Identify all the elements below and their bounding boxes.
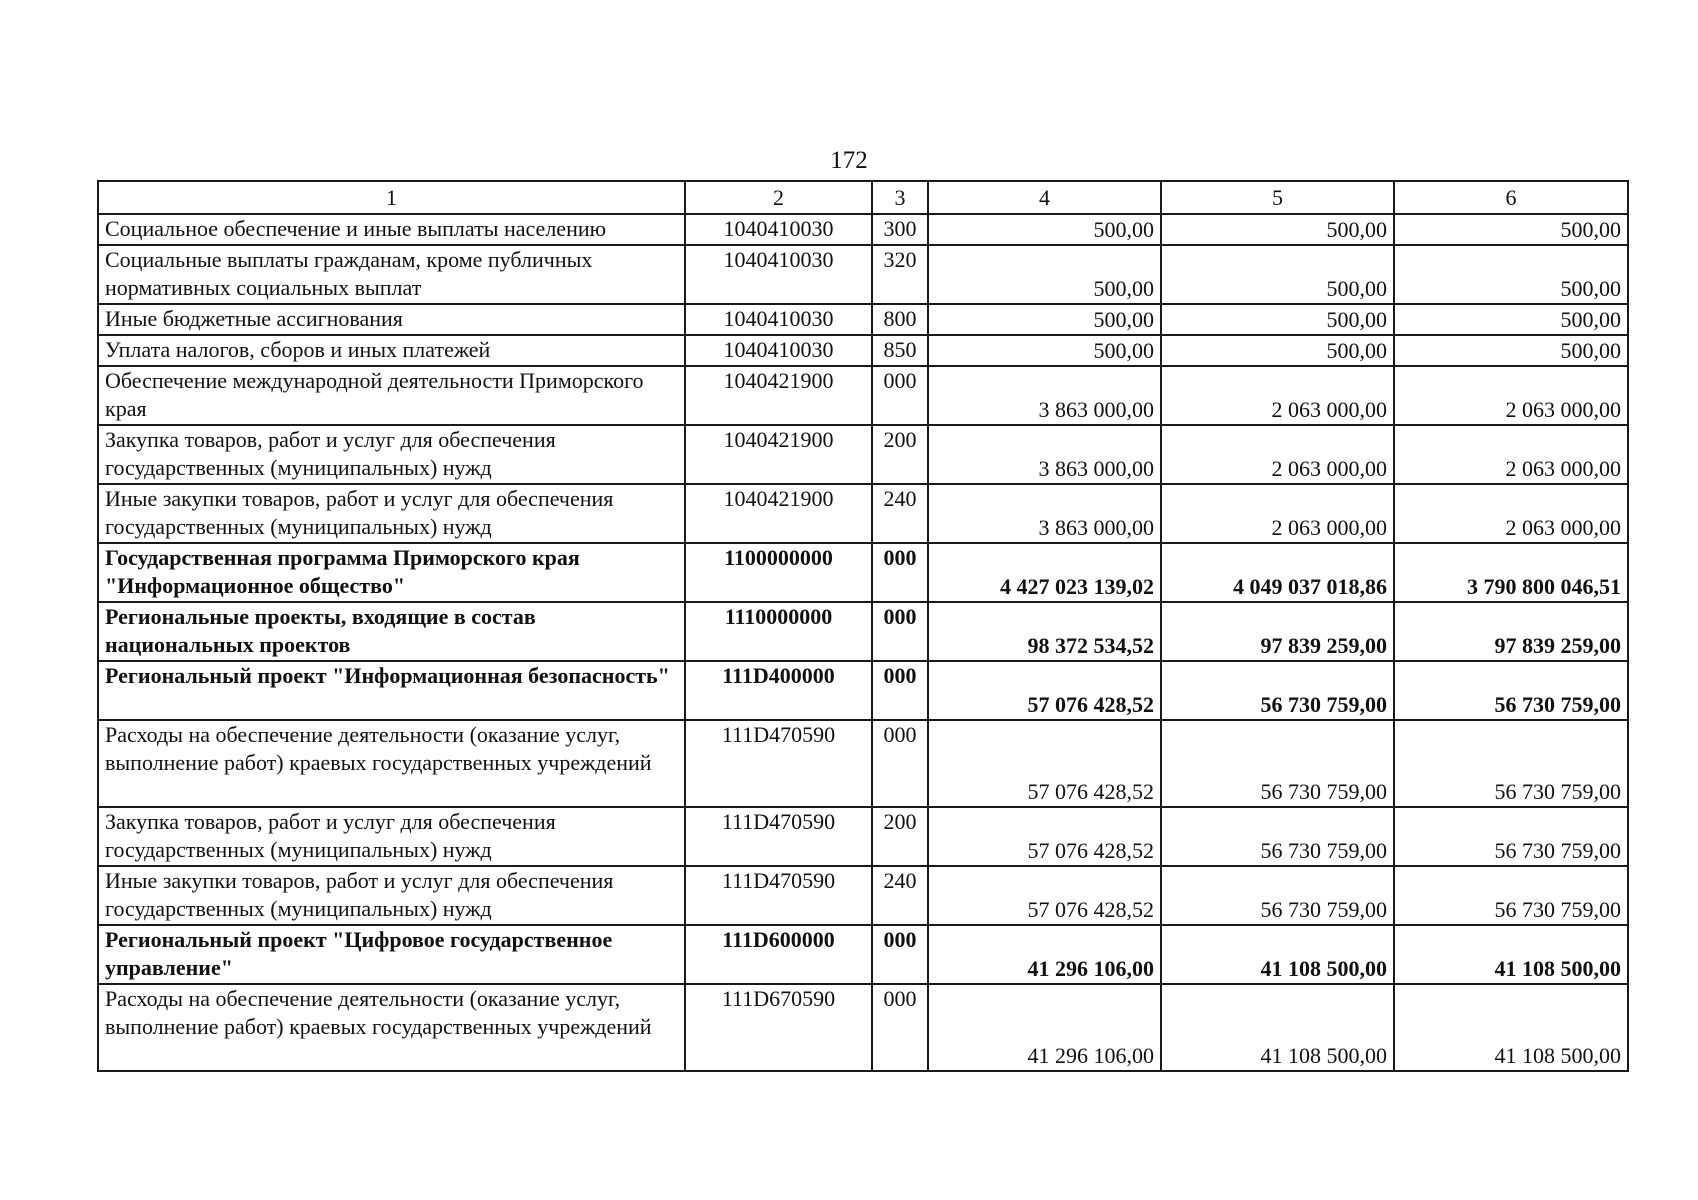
row-code-cell: 1040421900: [685, 366, 872, 425]
row-name-cell: Обеспечение международной деятельности Приморского края: [98, 366, 685, 425]
table-row: [98, 984, 1628, 1071]
row-value-col5-cell: 56 730 759,00: [1161, 866, 1394, 925]
row-name-cell: Социальные выплаты гражданам, кроме публичных нормативных социальных выплат: [98, 245, 685, 304]
row-value-col5-cell: 500,00: [1161, 214, 1394, 245]
row-type-cell: 320: [872, 245, 928, 304]
column-header: 4: [928, 181, 1161, 214]
row-name-cell: Региональный проект "Информационная безопасность": [98, 661, 685, 720]
row-name-cell: Иные закупки товаров, работ и услуг для обеспечения государственных (муниципальных) нужд: [98, 866, 685, 925]
row-value-col6-cell: 500,00: [1394, 245, 1628, 304]
row-value-col5-cell: 500,00: [1161, 245, 1394, 304]
row-name-cell: Закупка товаров, работ и услуг для обеспечения государственных (муниципальных) нужд: [98, 425, 685, 484]
row-value-col6-cell: 500,00: [1394, 335, 1628, 366]
column-header: 2: [685, 181, 872, 214]
row-code-cell: 1040410030: [685, 335, 872, 366]
row-code-cell: 111D600000: [685, 925, 872, 984]
row-type-cell: 800: [872, 304, 928, 335]
row-type-cell: 000: [872, 984, 928, 1071]
row-type-cell: 240: [872, 866, 928, 925]
row-code-cell: 1040410030: [685, 245, 872, 304]
row-value-col6-cell: 41 108 500,00: [1394, 925, 1628, 984]
table-row: [98, 661, 1628, 720]
row-value-col5-cell: 500,00: [1161, 304, 1394, 335]
budget-table: [97, 180, 1629, 1072]
row-value-col6-cell: 2 063 000,00: [1394, 366, 1628, 425]
row-value-col6-cell: 2 063 000,00: [1394, 484, 1628, 543]
row-value-col6-cell: 41 108 500,00: [1394, 984, 1628, 1071]
table-row: [98, 214, 1628, 245]
row-name-cell: Государственная программа Приморского края "Информационное общество": [98, 543, 685, 602]
row-type-cell: 200: [872, 425, 928, 484]
row-type-cell: 000: [872, 925, 928, 984]
row-value-col4-cell: 98 372 534,52: [928, 602, 1161, 661]
row-code-cell: 1040410030: [685, 214, 872, 245]
column-header: 3: [872, 181, 928, 214]
row-value-col5-cell: 41 108 500,00: [1161, 984, 1394, 1071]
table-row: [98, 366, 1628, 425]
column-header: 5: [1161, 181, 1394, 214]
row-value-col5-cell: 2 063 000,00: [1161, 366, 1394, 425]
row-code-cell: 1040421900: [685, 484, 872, 543]
row-name-cell: Социальное обеспечение и иные выплаты населению: [98, 214, 685, 245]
header-row: [98, 181, 1628, 214]
table-row: [98, 335, 1628, 366]
row-value-col4-cell: 57 076 428,52: [928, 807, 1161, 866]
row-name-cell: Региональные проекты, входящие в состав национальных проектов: [98, 602, 685, 661]
row-type-cell: 300: [872, 214, 928, 245]
row-value-col4-cell: 3 863 000,00: [928, 484, 1161, 543]
row-name-cell: Расходы на обеспечение деятельности (оказание услуг, выполнение работ) краевых государственных учреждений: [98, 984, 685, 1071]
row-value-col5-cell: 56 730 759,00: [1161, 661, 1394, 720]
row-value-col4-cell: 57 076 428,52: [928, 866, 1161, 925]
row-name-cell: Закупка товаров, работ и услуг для обеспечения государственных (муниципальных) нужд: [98, 807, 685, 866]
row-name-cell: Уплата налогов, сборов и иных платежей: [98, 335, 685, 366]
row-value-col4-cell: 3 863 000,00: [928, 425, 1161, 484]
row-value-col6-cell: 97 839 259,00: [1394, 602, 1628, 661]
table-row: [98, 245, 1628, 304]
row-code-cell: 111D400000: [685, 661, 872, 720]
page-number: 172: [830, 147, 868, 174]
row-type-cell: 000: [872, 661, 928, 720]
row-type-cell: 000: [872, 602, 928, 661]
row-name-cell: Расходы на обеспечение деятельности (оказание услуг, выполнение работ) краевых государственных учреждений: [98, 720, 685, 807]
row-value-col5-cell: 41 108 500,00: [1161, 925, 1394, 984]
row-value-col4-cell: 500,00: [928, 245, 1161, 304]
row-value-col4-cell: 4 427 023 139,02: [928, 543, 1161, 602]
row-code-cell: 1040421900: [685, 425, 872, 484]
table-row: [98, 925, 1628, 984]
row-value-col4-cell: 57 076 428,52: [928, 661, 1161, 720]
row-code-cell: 1110000000: [685, 602, 872, 661]
row-value-col5-cell: 97 839 259,00: [1161, 602, 1394, 661]
row-value-col5-cell: 56 730 759,00: [1161, 807, 1394, 866]
column-header: 1: [98, 181, 685, 214]
row-value-col4-cell: 500,00: [928, 304, 1161, 335]
row-code-cell: 111D470590: [685, 866, 872, 925]
row-type-cell: 200: [872, 807, 928, 866]
row-code-cell: 1100000000: [685, 543, 872, 602]
row-value-col5-cell: 2 063 000,00: [1161, 484, 1394, 543]
row-value-col5-cell: 2 063 000,00: [1161, 425, 1394, 484]
row-value-col6-cell: 2 063 000,00: [1394, 425, 1628, 484]
table-row: [98, 425, 1628, 484]
row-value-col6-cell: 500,00: [1394, 304, 1628, 335]
table-row: [98, 807, 1628, 866]
row-name-cell: Региональный проект "Цифровое государственное управление": [98, 925, 685, 984]
table-row: [98, 720, 1628, 807]
row-code-cell: 111D470590: [685, 807, 872, 866]
row-code-cell: 111D670590: [685, 984, 872, 1071]
row-value-col4-cell: 500,00: [928, 335, 1161, 366]
row-type-cell: 240: [872, 484, 928, 543]
row-value-col4-cell: 500,00: [928, 214, 1161, 245]
row-value-col6-cell: 56 730 759,00: [1394, 807, 1628, 866]
row-code-cell: 111D470590: [685, 720, 872, 807]
column-header: 6: [1394, 181, 1628, 214]
row-value-col5-cell: 500,00: [1161, 335, 1394, 366]
row-value-col6-cell: 56 730 759,00: [1394, 720, 1628, 807]
row-value-col6-cell: 56 730 759,00: [1394, 661, 1628, 720]
row-value-col6-cell: 500,00: [1394, 214, 1628, 245]
table-row: [98, 866, 1628, 925]
row-type-cell: 000: [872, 543, 928, 602]
row-value-col5-cell: 56 730 759,00: [1161, 720, 1394, 807]
table-row: [98, 304, 1628, 335]
row-value-col4-cell: 57 076 428,52: [928, 720, 1161, 807]
table-row: [98, 602, 1628, 661]
row-name-cell: Иные бюджетные ассигнования: [98, 304, 685, 335]
row-type-cell: 000: [872, 720, 928, 807]
table-row: [98, 484, 1628, 543]
row-value-col4-cell: 41 296 106,00: [928, 984, 1161, 1071]
table-row: [98, 543, 1628, 602]
row-type-cell: 850: [872, 335, 928, 366]
row-code-cell: 1040410030: [685, 304, 872, 335]
row-value-col4-cell: 3 863 000,00: [928, 366, 1161, 425]
row-value-col4-cell: 41 296 106,00: [928, 925, 1161, 984]
row-value-col5-cell: 4 049 037 018,86: [1161, 543, 1394, 602]
row-type-cell: 000: [872, 366, 928, 425]
row-name-cell: Иные закупки товаров, работ и услуг для обеспечения государственных (муниципальных) нужд: [98, 484, 685, 543]
row-value-col6-cell: 3 790 800 046,51: [1394, 543, 1628, 602]
row-value-col6-cell: 56 730 759,00: [1394, 866, 1628, 925]
